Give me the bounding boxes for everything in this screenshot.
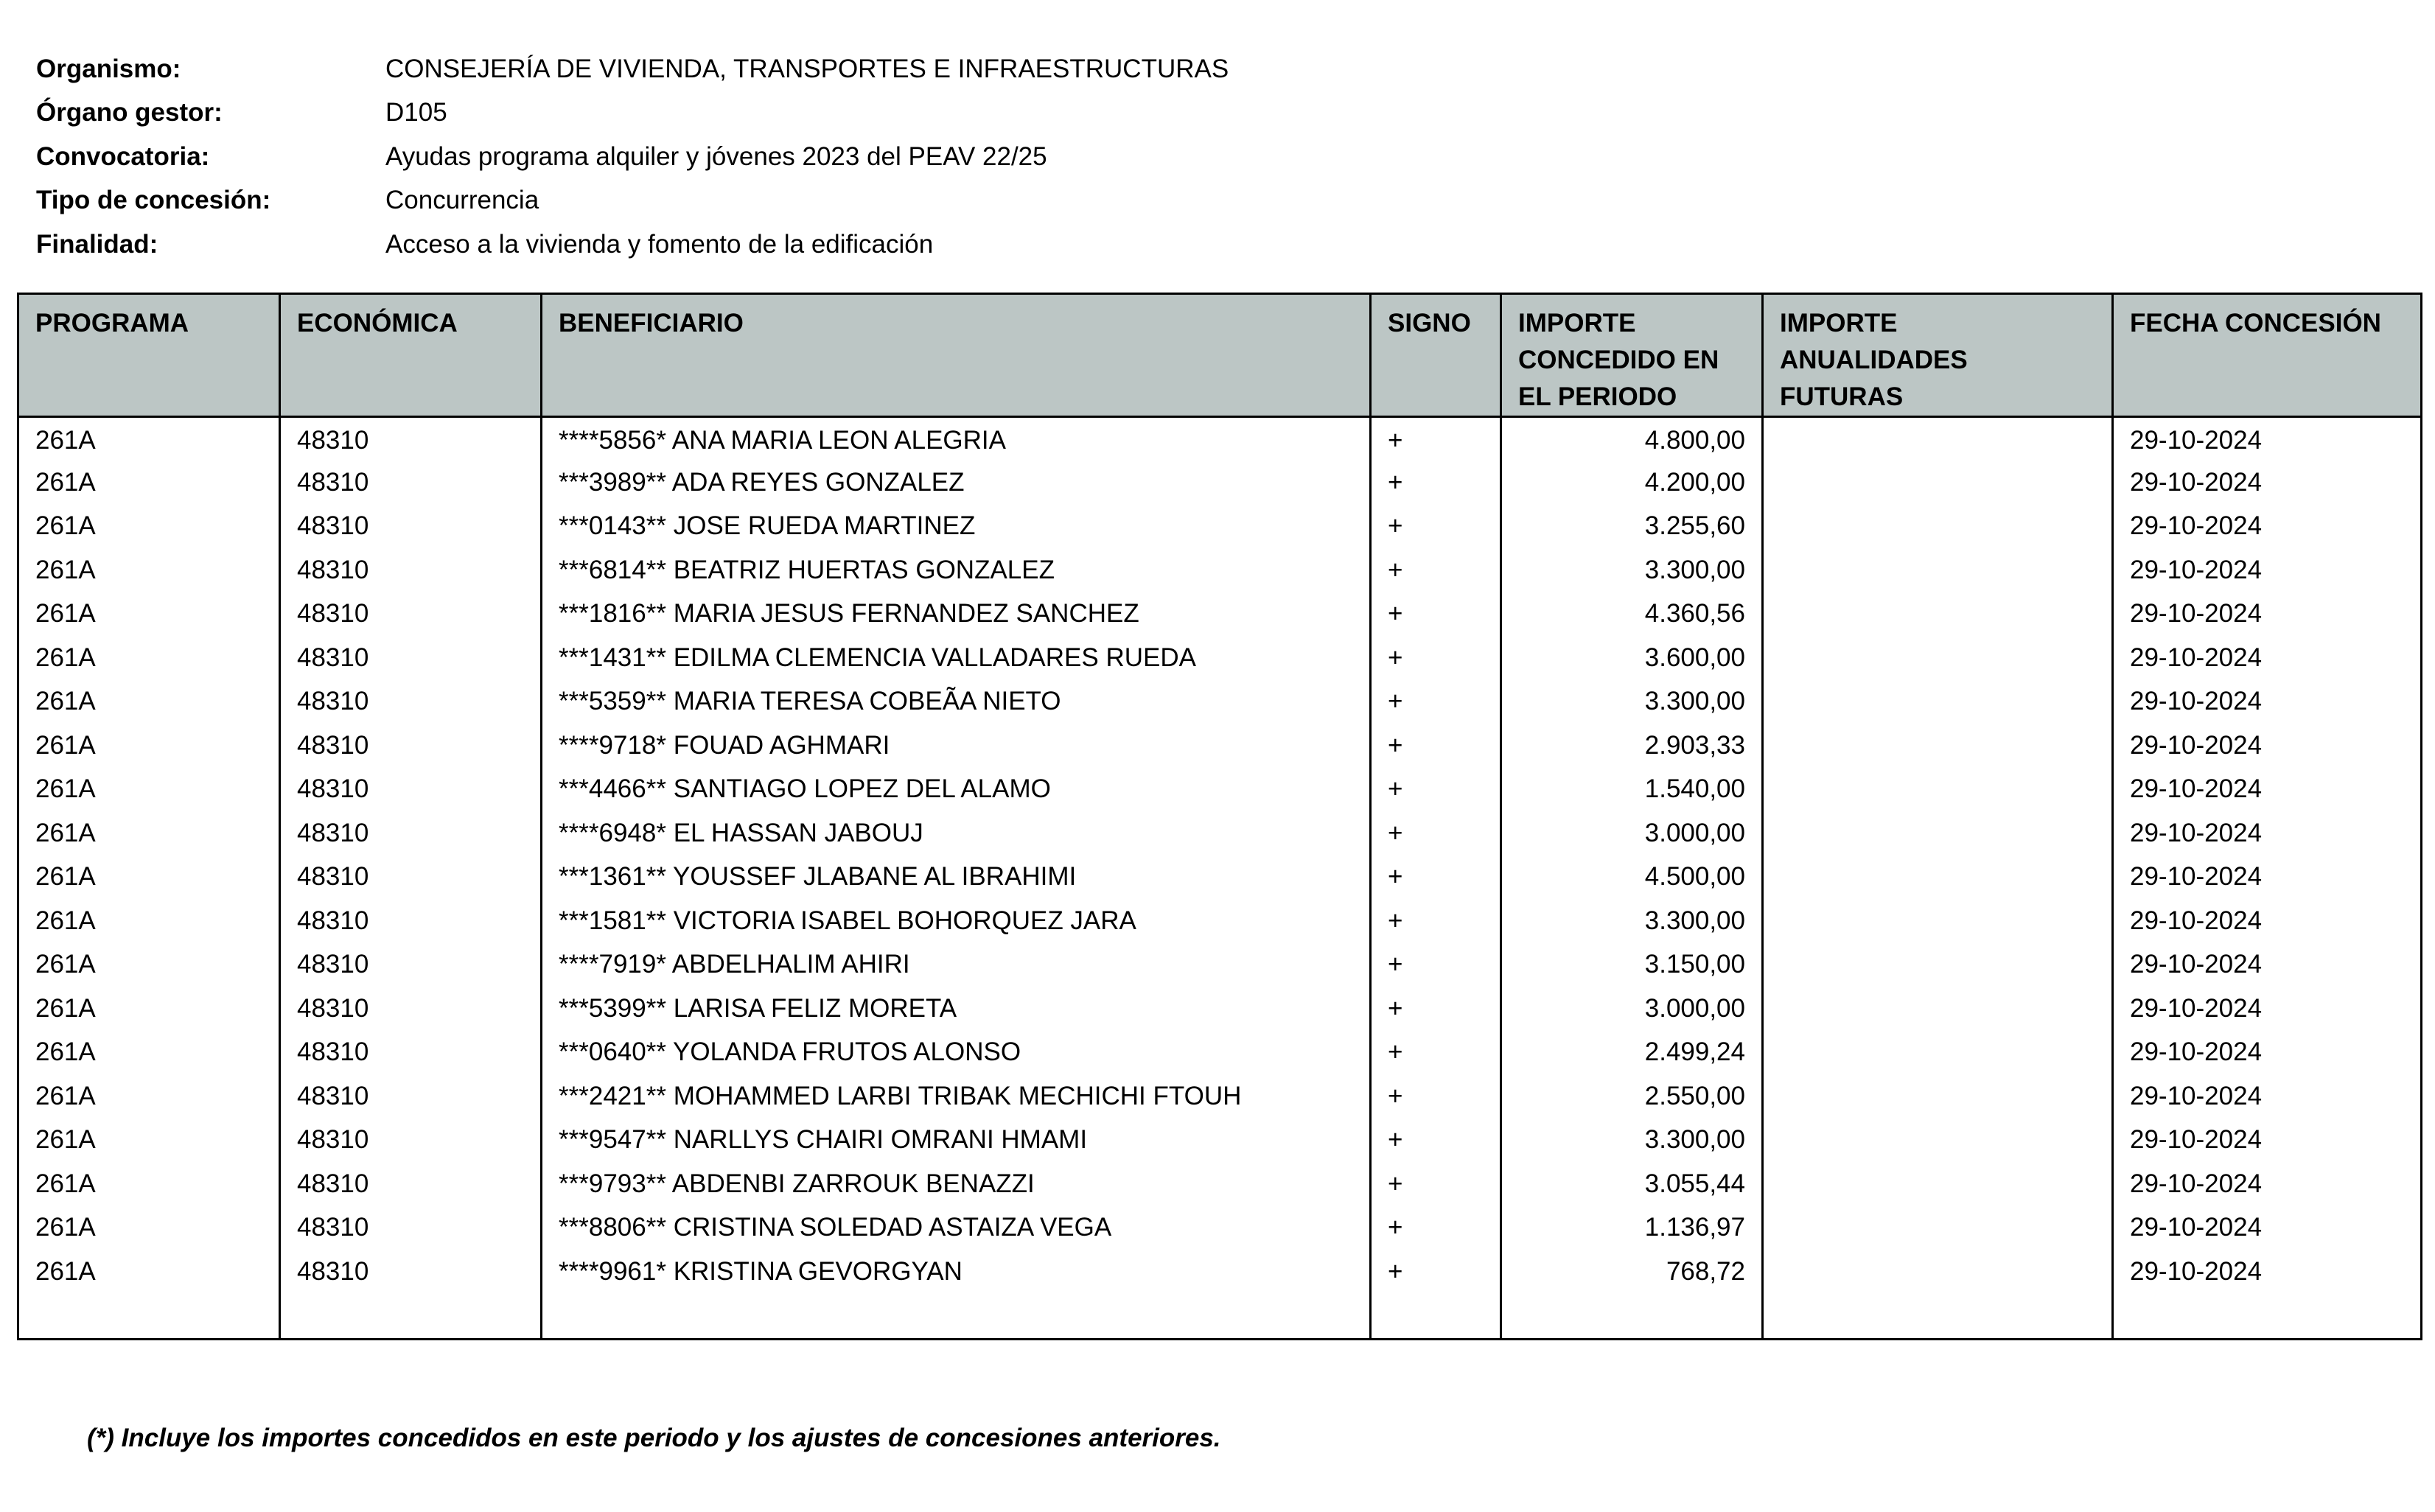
- cell-signo: +: [1371, 1074, 1501, 1119]
- cell-economica: 48310: [280, 505, 542, 549]
- tipo-concesion-row: [36, 179, 1510, 223]
- cell-beneficiario: ***1816** MARIA JESUS FERNANDEZ SANCHEZ: [542, 592, 1371, 637]
- cell-beneficiario: ***4466** SANTIAGO LOPEZ DEL ALAMO: [542, 768, 1371, 812]
- cell-signo: +: [1371, 592, 1501, 637]
- cell-anualidades: [1763, 1119, 2113, 1163]
- cell-signo: +: [1371, 724, 1501, 768]
- cell-fecha: 29-10-2024: [2113, 461, 2422, 505]
- cell-anualidades: [1763, 1162, 2113, 1206]
- cell-signo: +: [1371, 899, 1501, 943]
- cell-anualidades: [1763, 1250, 2113, 1294]
- cell-fecha: 29-10-2024: [2113, 855, 2422, 900]
- cell-economica: 48310: [280, 1162, 542, 1206]
- cell-fecha: 29-10-2024: [2113, 987, 2422, 1031]
- cell-economica: 48310: [280, 548, 542, 592]
- cell-programa: 261A: [18, 505, 280, 549]
- table-row: [18, 592, 2422, 637]
- cell-programa: 261A: [18, 1119, 280, 1163]
- cell-economica: 48310: [280, 680, 542, 724]
- cell-signo: +: [1371, 855, 1501, 900]
- column-header-signo: SIGNO: [1371, 294, 1501, 417]
- tipo-concesion-label: Tipo de concesión:: [36, 186, 271, 215]
- cell-economica: 48310: [280, 636, 542, 680]
- organismo-row: [36, 47, 1510, 91]
- cell-fecha: 29-10-2024: [2113, 1119, 2422, 1163]
- table-row: [18, 548, 2422, 592]
- finalidad-label: Finalidad:: [36, 229, 158, 259]
- cell-fecha: 29-10-2024: [2113, 680, 2422, 724]
- column-header-importe-anualidades: [1763, 294, 2113, 417]
- importe-header-line-2: CONCEDIDO EN: [1518, 346, 1719, 374]
- table-row: [18, 636, 2422, 680]
- convocatoria-label: Convocatoria:: [36, 141, 210, 171]
- column-header-economica: ECONÓMICA: [280, 294, 542, 417]
- cell-signo: +: [1371, 987, 1501, 1031]
- cell-fecha: 29-10-2024: [2113, 592, 2422, 637]
- cell-importe: 4.800,00: [1501, 417, 1763, 461]
- cell-economica: 48310: [280, 899, 542, 943]
- cell-anualidades: [1763, 505, 2113, 549]
- column-header-programa: PROGRAMA: [18, 294, 280, 417]
- cell-anualidades: [1763, 1074, 2113, 1119]
- cell-beneficiario: ***6814** BEATRIZ HUERTAS GONZALEZ: [542, 548, 1371, 592]
- cell-signo: +: [1371, 636, 1501, 680]
- table-row: [18, 680, 2422, 724]
- cell-programa: 261A: [18, 724, 280, 768]
- table-spacer-row: [18, 1294, 2422, 1340]
- cell-signo: +: [1371, 768, 1501, 812]
- cell-economica: 48310: [280, 1206, 542, 1250]
- cell-anualidades: [1763, 1206, 2113, 1250]
- cell-importe: 3.300,00: [1501, 548, 1763, 592]
- cell-economica: 48310: [280, 855, 542, 900]
- cell-importe: 2.499,24: [1501, 1031, 1763, 1075]
- cell-importe: 1.540,00: [1501, 768, 1763, 812]
- cell-importe: 3.000,00: [1501, 987, 1763, 1031]
- cell-fecha: 29-10-2024: [2113, 943, 2422, 987]
- cell-beneficiario: ***1581** VICTORIA ISABEL BOHORQUEZ JARA: [542, 899, 1371, 943]
- cell-programa: 261A: [18, 1206, 280, 1250]
- cell-anualidades: [1763, 636, 2113, 680]
- organo-gestor-value: D105: [385, 98, 447, 127]
- cell-anualidades: [1763, 768, 2113, 812]
- cell-anualidades: [1763, 680, 2113, 724]
- cell-beneficiario: ***0640** YOLANDA FRUTOS ALONSO: [542, 1031, 1371, 1075]
- cell-anualidades: [1763, 417, 2113, 461]
- cell-beneficiario: ****7919* ABDELHALIM AHIRI: [542, 943, 1371, 987]
- cell-signo: +: [1371, 1250, 1501, 1294]
- cell-beneficiario: ***5359** MARIA TERESA COBEÃA NIETO: [542, 680, 1371, 724]
- cell-economica: 48310: [280, 811, 542, 855]
- anualidades-header-line-1: IMPORTE: [1780, 309, 1898, 337]
- cell-beneficiario: ****9961* KRISTINA GEVORGYAN: [542, 1250, 1371, 1294]
- cell-importe: 3.600,00: [1501, 636, 1763, 680]
- table-row: [18, 768, 2422, 812]
- cell-programa: 261A: [18, 417, 280, 461]
- organo-gestor-row: [36, 91, 1510, 136]
- cell-importe: 3.300,00: [1501, 899, 1763, 943]
- organismo-label: Organismo:: [36, 54, 181, 83]
- tipo-concesion-value: Concurrencia: [385, 186, 539, 215]
- cell-programa: 261A: [18, 1074, 280, 1119]
- cell-programa: 261A: [18, 680, 280, 724]
- table-row: [18, 855, 2422, 900]
- cell-economica: 48310: [280, 1074, 542, 1119]
- cell-signo: +: [1371, 505, 1501, 549]
- cell-beneficiario: ***5399** LARISA FELIZ MORETA: [542, 987, 1371, 1031]
- cell-fecha: 29-10-2024: [2113, 1206, 2422, 1250]
- document-header: [36, 47, 1510, 267]
- cell-importe: 4.200,00: [1501, 461, 1763, 505]
- table-row: [18, 724, 2422, 768]
- cell-programa: 261A: [18, 1250, 280, 1294]
- importe-header-line-1: IMPORTE: [1518, 309, 1636, 337]
- organo-gestor-label: Órgano gestor:: [36, 98, 223, 127]
- cell-anualidades: [1763, 943, 2113, 987]
- importe-header-line-3: EL PERIODO: [1518, 382, 1677, 411]
- cell-anualidades: [1763, 855, 2113, 900]
- cell-programa: 261A: [18, 1031, 280, 1075]
- cell-anualidades: [1763, 899, 2113, 943]
- table-row: [18, 1074, 2422, 1119]
- anualidades-header-line-2: ANUALIDADES: [1780, 346, 1968, 374]
- cell-programa: 261A: [18, 768, 280, 812]
- column-header-beneficiario: BENEFICIARIO: [542, 294, 1371, 417]
- cell-beneficiario: ***1431** EDILMA CLEMENCIA VALLADARES RUEDA: [542, 636, 1371, 680]
- cell-fecha: 29-10-2024: [2113, 1162, 2422, 1206]
- cell-anualidades: [1763, 811, 2113, 855]
- organismo-value: CONSEJERÍA DE VIVIENDA, TRANSPORTES E INFRAESTRUCTURAS: [385, 54, 1229, 83]
- cell-importe: 3.300,00: [1501, 1119, 1763, 1163]
- table-row: [18, 1031, 2422, 1075]
- cell-fecha: 29-10-2024: [2113, 1074, 2422, 1119]
- cell-programa: 261A: [18, 987, 280, 1031]
- cell-programa: 261A: [18, 592, 280, 637]
- cell-signo: +: [1371, 417, 1501, 461]
- cell-beneficiario: ***0143** JOSE RUEDA MARTINEZ: [542, 505, 1371, 549]
- table-row: [18, 987, 2422, 1031]
- cell-economica: 48310: [280, 1250, 542, 1294]
- cell-beneficiario: ***3989** ADA REYES GONZALEZ: [542, 461, 1371, 505]
- cell-programa: 261A: [18, 943, 280, 987]
- cell-beneficiario: ***9793** ABDENBI ZARROUK BENAZZI: [542, 1162, 1371, 1206]
- cell-importe: 3.255,60: [1501, 505, 1763, 549]
- anualidades-header-line-3: FUTURAS: [1780, 382, 1904, 411]
- cell-signo: +: [1371, 943, 1501, 987]
- cell-programa: 261A: [18, 811, 280, 855]
- table-header-row: [18, 294, 2422, 417]
- cell-economica: 48310: [280, 943, 542, 987]
- table-row: [18, 1119, 2422, 1163]
- convocatoria-row: [36, 135, 1510, 179]
- empty-cell: [2113, 1294, 2422, 1340]
- cell-fecha: 29-10-2024: [2113, 417, 2422, 461]
- footnote: (*) Incluye los importes concedidos en este periodo y los ajustes de concesiones anteriores.: [87, 1424, 1221, 1452]
- cell-signo: +: [1371, 461, 1501, 505]
- finalidad-row: [36, 223, 1510, 267]
- cell-economica: 48310: [280, 987, 542, 1031]
- cell-programa: 261A: [18, 548, 280, 592]
- empty-cell: [1501, 1294, 1763, 1340]
- table-row: [18, 811, 2422, 855]
- cell-economica: 48310: [280, 592, 542, 637]
- cell-fecha: 29-10-2024: [2113, 548, 2422, 592]
- cell-beneficiario: ***8806** CRISTINA SOLEDAD ASTAIZA VEGA: [542, 1206, 1371, 1250]
- cell-programa: 261A: [18, 636, 280, 680]
- table-row: [18, 1206, 2422, 1250]
- cell-importe: 2.550,00: [1501, 1074, 1763, 1119]
- cell-anualidades: [1763, 592, 2113, 637]
- cell-economica: 48310: [280, 768, 542, 812]
- cell-signo: +: [1371, 1206, 1501, 1250]
- cell-beneficiario: ****5856* ANA MARIA LEON ALEGRIA: [542, 417, 1371, 461]
- cell-fecha: 29-10-2024: [2113, 811, 2422, 855]
- cell-anualidades: [1763, 724, 2113, 768]
- cell-signo: +: [1371, 1031, 1501, 1075]
- cell-importe: 3.055,44: [1501, 1162, 1763, 1206]
- cell-fecha: 29-10-2024: [2113, 724, 2422, 768]
- cell-fecha: 29-10-2024: [2113, 1031, 2422, 1075]
- empty-cell: [1763, 1294, 2113, 1340]
- finalidad-value: Acceso a la vivienda y fomento de la edificación: [385, 229, 934, 259]
- cell-anualidades: [1763, 1031, 2113, 1075]
- table-row: [18, 899, 2422, 943]
- empty-cell: [18, 1294, 280, 1340]
- cell-fecha: 29-10-2024: [2113, 636, 2422, 680]
- cell-signo: +: [1371, 1162, 1501, 1206]
- empty-cell: [542, 1294, 1371, 1340]
- empty-cell: [280, 1294, 542, 1340]
- cell-fecha: 29-10-2024: [2113, 1250, 2422, 1294]
- cell-signo: +: [1371, 548, 1501, 592]
- cell-importe: 2.903,33: [1501, 724, 1763, 768]
- table-row: [18, 943, 2422, 987]
- table-body: [18, 417, 2422, 1340]
- table-row: [18, 1250, 2422, 1294]
- cell-anualidades: [1763, 987, 2113, 1031]
- cell-importe: 768,72: [1501, 1250, 1763, 1294]
- table-row: [18, 461, 2422, 505]
- empty-cell: [1371, 1294, 1501, 1340]
- cell-programa: 261A: [18, 899, 280, 943]
- column-header-fecha-concesion: FECHA CONCESIÓN: [2113, 294, 2422, 417]
- cell-anualidades: [1763, 461, 2113, 505]
- cell-economica: 48310: [280, 724, 542, 768]
- table-row: [18, 417, 2422, 461]
- cell-fecha: 29-10-2024: [2113, 899, 2422, 943]
- cell-beneficiario: ***2421** MOHAMMED LARBI TRIBAK MECHICHI FTOUH: [542, 1074, 1371, 1119]
- cell-economica: 48310: [280, 417, 542, 461]
- grants-table: [17, 293, 2422, 1340]
- column-header-importe-concedido: [1501, 294, 1763, 417]
- cell-signo: +: [1371, 680, 1501, 724]
- cell-signo: +: [1371, 1119, 1501, 1163]
- cell-beneficiario: ****9718* FOUAD AGHMARI: [542, 724, 1371, 768]
- cell-fecha: 29-10-2024: [2113, 505, 2422, 549]
- cell-importe: 3.150,00: [1501, 943, 1763, 987]
- cell-economica: 48310: [280, 1031, 542, 1075]
- cell-signo: +: [1371, 811, 1501, 855]
- cell-importe: 1.136,97: [1501, 1206, 1763, 1250]
- table-row: [18, 505, 2422, 549]
- cell-economica: 48310: [280, 1119, 542, 1163]
- convocatoria-value: Ayudas programa alquiler y jóvenes 2023 del PEAV 22/25: [385, 141, 1047, 171]
- cell-programa: 261A: [18, 461, 280, 505]
- cell-importe: 3.300,00: [1501, 680, 1763, 724]
- cell-importe: 4.500,00: [1501, 855, 1763, 900]
- cell-beneficiario: ***1361** YOUSSEF JLABANE AL IBRAHIMI: [542, 855, 1371, 900]
- cell-importe: 3.000,00: [1501, 811, 1763, 855]
- cell-beneficiario: ****6948* EL HASSAN JABOUJ: [542, 811, 1371, 855]
- cell-programa: 261A: [18, 1162, 280, 1206]
- cell-beneficiario: ***9547** NARLLYS CHAIRI OMRANI HMAMI: [542, 1119, 1371, 1163]
- cell-economica: 48310: [280, 461, 542, 505]
- cell-fecha: 29-10-2024: [2113, 768, 2422, 812]
- cell-programa: 261A: [18, 855, 280, 900]
- cell-importe: 4.360,56: [1501, 592, 1763, 637]
- cell-anualidades: [1763, 548, 2113, 592]
- table-row: [18, 1162, 2422, 1206]
